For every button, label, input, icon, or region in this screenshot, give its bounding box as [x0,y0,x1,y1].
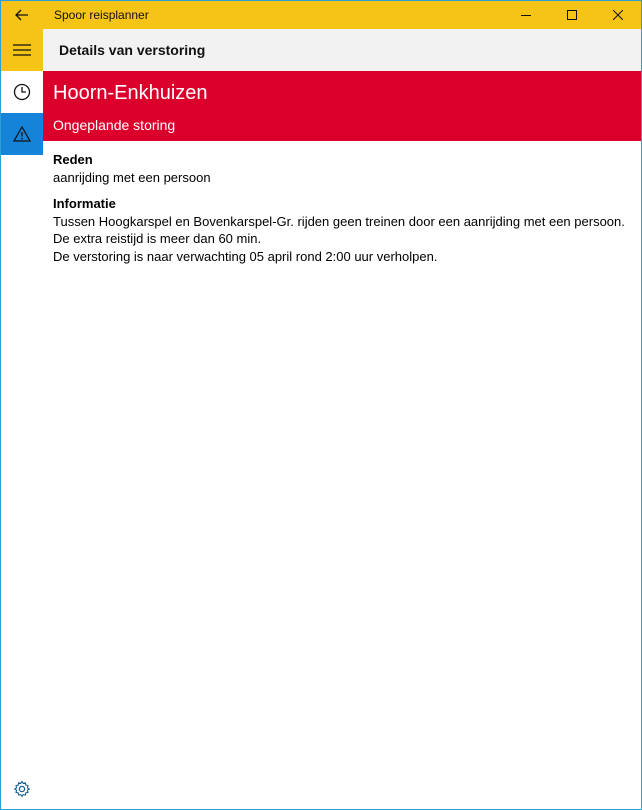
disruption-type: Ongeplande storing [53,117,176,133]
info-line: Tussen Hoogkarspel en Bovenkarspel-Gr. rijden geen treinen door een aanrijding met een persoon. [53,213,625,229]
back-arrow-icon [15,9,29,21]
gear-icon [13,780,31,798]
disruption-banner [43,71,641,141]
info-label: Informatie [53,196,116,211]
page-title: Details van verstoring [59,42,206,58]
side-navigation [1,29,43,809]
title-bar [1,1,641,29]
maximize-icon [567,10,577,20]
hamburger-icon [13,44,31,56]
page-header [43,29,641,71]
disruption-details [53,151,638,265]
window-controls [503,1,641,29]
warning-icon [13,126,31,142]
nav-item-planner[interactable] [1,71,43,113]
clock-icon [13,83,31,101]
window-title: Spoor reisplanner [54,8,149,22]
info-line: De extra reistijd is meer dan 60 min. [53,231,262,246]
minimize-icon [521,10,531,20]
close-button[interactable] [595,1,641,29]
back-button[interactable] [1,1,43,29]
menu-button[interactable] [1,29,43,71]
minimize-button[interactable] [503,1,549,29]
route-title: Hoorn-Enkhuizen [53,82,208,104]
maximize-button[interactable] [549,1,595,29]
reason-text: aanrijding met een persoon [53,169,211,185]
nav-item-disruptions[interactable] [1,113,43,155]
settings-button[interactable] [1,773,43,805]
reason-label: Reden [53,152,93,167]
close-icon [613,10,623,20]
info-line: De verstoring is naar verwachting 05 april rond 2:00 uur verholpen. [53,248,438,264]
